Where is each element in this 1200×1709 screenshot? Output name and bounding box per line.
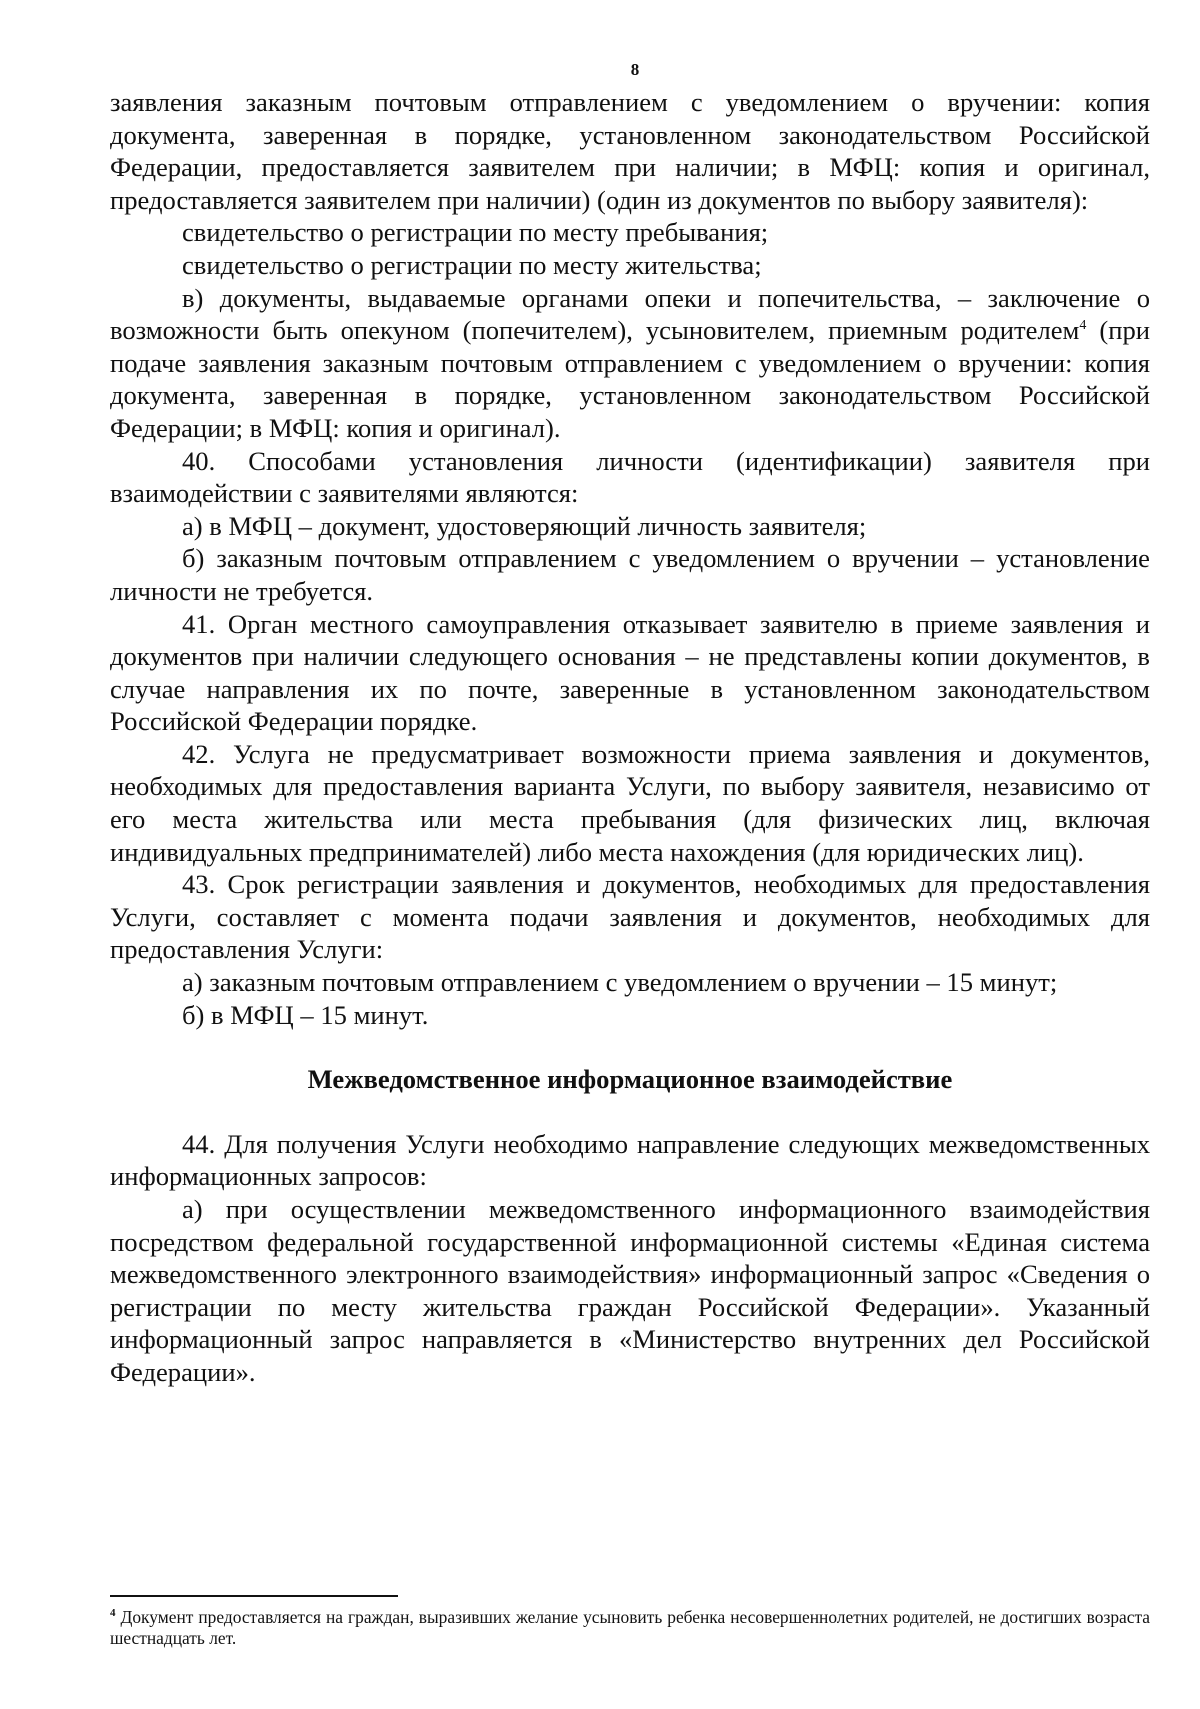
paragraph-43: 43. Срок регистрации заявления и документов, необходимых для предоставления Услуги, составляет с момента подачи заявления и документов, необходимых для предоставления Услуги: xyxy=(110,869,1150,965)
paragraph-43-item-a: а) заказным почтовым отправлением с уведомлением о вручении – 15 минут; xyxy=(182,967,1058,998)
paragraph-40-item-b: б) заказным почтовым отправлением с уведомлением о вручении – установление личности не требуется. xyxy=(110,543,1150,606)
paragraph-guardianship-text: в) документы, выдаваемые органами опеки и попечительства, – заключение о возможности быть опекуном (попечителем), усыновителем, приемным родителем xyxy=(110,282,1150,346)
paragraph-44-item-a: а) при осуществлении межведомственного информационного взаимодействия посредством федеральной государственной информационной системы «Единая система межведомственного электронного взаимодействия» информационный запрос «Сведения о регистрации по месту жительства граждан Российской Федерации». Указанный информационный запрос направляется в «Министерство внутренних дел Российской Федерации». xyxy=(110,1194,1150,1387)
footnote-reference: 4 xyxy=(1079,318,1087,334)
list-item-residence-certificate-temporary: свидетельство о регистрации по месту пребывания; xyxy=(182,217,769,248)
footnote-marker: 4 xyxy=(110,1607,116,1620)
page-number: 8 xyxy=(630,60,640,79)
paragraph-40-item-a: а) в МФЦ – документ, удостоверяющий личность заявителя; xyxy=(182,510,867,541)
list-item-residence-certificate-permanent: свидетельство о регистрации по месту жительства; xyxy=(182,249,762,280)
paragraph-41: 41. Орган местного самоуправления отказывает заявителю в приеме заявления и документов при наличии следующего основания – не представлены копии документов, в случае направления их по почте, заверенные в установленном законодательством Российской Федерации порядке. xyxy=(110,608,1150,737)
footnote-divider xyxy=(110,1595,398,1597)
section-heading: Межведомственное информационное взаимодействие xyxy=(307,1064,953,1095)
paragraph-guardianship-continuation: (при подаче заявления заказным почтовым отправлением с уведомлением о вручении: копия документа, заверенная в порядке, установленном законодательством Российской Федерации; в МФЦ: копия и оригинал). xyxy=(110,315,1151,443)
paragraph-guardianship-documents xyxy=(110,282,1150,445)
paragraph-44: 44. Для получения Услуги необходимо направление следующих межведомственных информационных запросов: xyxy=(110,1128,1150,1192)
paragraph-42: 42. Услуга не предусматривает возможности приема заявления и документов, необходимых для предоставления варианта Услуги, по выбору заявителя, независимо от его места жительства или места пребывания (для физических лиц, включая индивидуальных предпринимателей) либо места нахождения (для юридических лиц). xyxy=(110,738,1150,867)
paragraph-continuation: заявления заказным почтовым отправлением с уведомлением о вручении: копия документа, заверенная в порядке, установленном законодательством Российской Федерации, предоставляется заявителем при наличии; в МФЦ: копия и оригинал, предоставляется заявителем при наличии) (один из документов по выбору заявителя): xyxy=(110,87,1150,215)
paragraph-43-item-b: б) в МФЦ – 15 минут. xyxy=(182,999,429,1030)
footnote-text: Документ предоставляется на граждан, выразивших желание усыновить ребенка несовершеннолетних родителей, не достигших возраста шестнадцать лет. xyxy=(110,1607,1150,1648)
document-body xyxy=(110,86,1150,1389)
paragraph-40: 40. Способами установления личности (идентификации) заявителя при взаимодействии с заявителями являются: xyxy=(110,445,1150,509)
footnote xyxy=(110,1607,1150,1649)
